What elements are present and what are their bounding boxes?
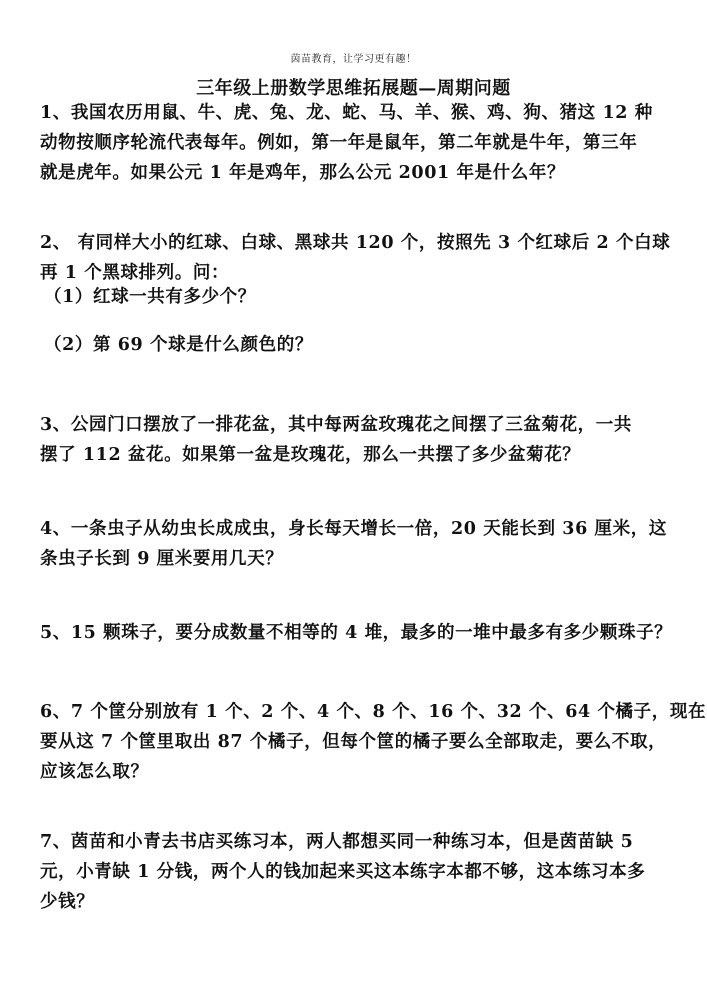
question-6-line-1: 6、7 个筐分别放有 1 个、2 个、4 个、8 个、16 个、32 个、64 个橘子，现在: [40, 702, 707, 722]
question-1-line-2: 动物按顺序轮流代表每年。例如，第一年是鼠年，第二年就是牛年，第三年: [40, 133, 638, 153]
question-2-line-2: 再 1 个黑球排列。问：: [40, 263, 230, 283]
question-7-line-3: 少钱？: [40, 892, 95, 912]
question-7: [40, 827, 670, 917]
question-2-sub-2: （2）第 69 个球是什么颜色的？: [44, 335, 313, 355]
question-5: [40, 618, 673, 648]
question-6: [40, 697, 707, 787]
question-4: [40, 514, 670, 574]
question-4-line-1: 4、一条虫子从幼虫长成成虫，身长每天增长一倍，20 天能长到 36 厘米，这: [40, 519, 667, 539]
question-2-line-1: 2、 有同样大小的红球、白球、黑球共 120 个，按照先 3 个红球后 2 个白球: [40, 233, 671, 253]
question-3-line-1: 3、公园门口摆放了一排花盆，其中每两盆玫瑰花之间摆了三盆菊花，一共: [40, 415, 632, 435]
question-2: [40, 228, 670, 288]
question-1-line-1: 1、我国农历用鼠、牛、虎、兔、龙、蛇、马、羊、猴、鸡、狗、猪这 12 种: [40, 103, 653, 123]
question-2-sub-1: （1）红球一共有多少个？: [44, 287, 256, 307]
question-4-line-2: 条虫子长到 9 厘米要用几天？: [40, 549, 284, 569]
question-3: [40, 410, 670, 470]
question-7-line-1: 7、茵苗和小青去书店买练习本，两人都想买同一种练习本，但是茵苗缺 5: [40, 832, 634, 852]
page-title: 三年级上册数学思维拓展题—周期问题: [196, 78, 511, 99]
question-6-line-3: 应该怎么取？: [40, 762, 149, 782]
question-7-line-2: 元，小青缺 1 分钱，两个人的钱加起来买这本练字本都不够，这本练习本多: [40, 862, 646, 882]
question-6-line-2: 要从这 7 个筐里取出 87 个橘子，但每个筐的橘子要么全部取走，要么不取，: [40, 732, 667, 752]
question-1-line-3: 就是虎年。如果公元 1 年是鸡年，那么公元 2001 年是什么年？: [40, 163, 566, 183]
question-3-line-2: 摆了 112 盆花。如果第一盆是玫瑰花，那么一共摆了多少盆菊花？: [40, 445, 581, 465]
question-5-line-1: 5、15 颗珠子，要分成数量不相等的 4 堆，最多的一堆中最多有多少颗珠子？: [40, 623, 673, 643]
header-note: 茵苗教育，让学习更有趣！: [290, 54, 417, 65]
question-1: [40, 98, 670, 188]
